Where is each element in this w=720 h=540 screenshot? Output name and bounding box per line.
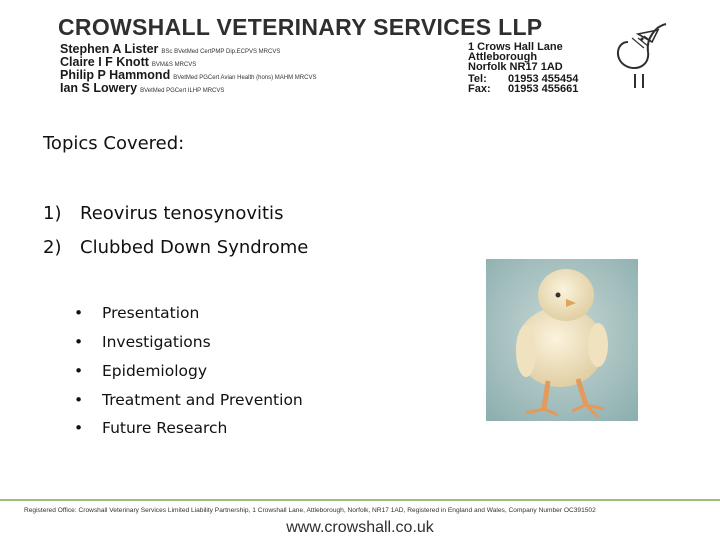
fax-label: Fax: bbox=[468, 83, 491, 95]
bullet-dot: • bbox=[74, 362, 84, 380]
bullet-text: Treatment and Prevention bbox=[102, 391, 303, 409]
partner-qualifications: BVetMed PGCert Avian Health (hons) MAHM MRCVS bbox=[173, 75, 317, 81]
partner-qualifications: BVetMed PGCert ILHP MRCVS bbox=[140, 88, 225, 94]
website-link[interactable]: www.crowshall.co.uk bbox=[286, 519, 434, 536]
partner-name: Stephen A Lister bbox=[60, 42, 159, 56]
tel-label: Tel: bbox=[468, 73, 487, 85]
numbered-item bbox=[43, 203, 283, 224]
bullet-item bbox=[74, 362, 207, 380]
item-text: Reovirus tenosynovitis bbox=[80, 203, 284, 224]
bullet-item bbox=[74, 304, 199, 322]
bullet-dot: • bbox=[74, 304, 84, 322]
item-number: 1) bbox=[43, 203, 62, 224]
bullet-item bbox=[74, 391, 303, 409]
tel-number: 01953 455454 bbox=[508, 73, 579, 85]
partner-name: Ian S Lowery bbox=[60, 81, 138, 95]
partner-row bbox=[60, 79, 224, 97]
footer-divider bbox=[0, 499, 720, 501]
bullet-text: Epidemiology bbox=[102, 362, 208, 380]
bullet-dot: • bbox=[74, 333, 84, 351]
bullet-text: Investigations bbox=[102, 333, 211, 351]
bullet-text: Future Research bbox=[102, 419, 228, 437]
bullet-item bbox=[74, 419, 227, 437]
company-name: CROWSHALL VETERINARY SERVICES LLP bbox=[58, 14, 543, 40]
item-number: 2) bbox=[43, 237, 62, 258]
address-line: Norfolk NR17 1AD bbox=[468, 61, 563, 73]
bullet-dot: • bbox=[74, 419, 84, 437]
partner-qualifications: BSc BVetMed CertPMP Dip.ECPVS MRCVS bbox=[161, 49, 281, 55]
bullet-item bbox=[74, 333, 211, 351]
partner-qualifications: BVM&S MRCVS bbox=[151, 62, 197, 68]
fax-number: 01953 455661 bbox=[508, 83, 579, 95]
chick-photo bbox=[486, 259, 638, 421]
address-line: Attleborough bbox=[468, 51, 538, 63]
topics-title: Topics Covered: bbox=[43, 133, 185, 154]
partner-name: Philip P Hammond bbox=[60, 68, 171, 82]
bullet-text: Presentation bbox=[102, 304, 200, 322]
item-text: Clubbed Down Syndrome bbox=[80, 237, 309, 258]
address-line: 1 Crows Hall Lane bbox=[468, 41, 563, 53]
registered-office-text: Registered Office: Crowshall Veterinary Services Limited Liability Partnership, 1 Crowshall Lane, Attleborough, Norfolk, NR17 1AD, Registered in England and Wales, Company Number OC391502 bbox=[24, 507, 596, 514]
numbered-item bbox=[43, 237, 308, 258]
crow-logo-icon bbox=[608, 12, 672, 92]
bullet-dot: • bbox=[74, 391, 84, 409]
partner-name: Claire I F Knott bbox=[60, 55, 149, 69]
fax-line bbox=[468, 84, 578, 95]
